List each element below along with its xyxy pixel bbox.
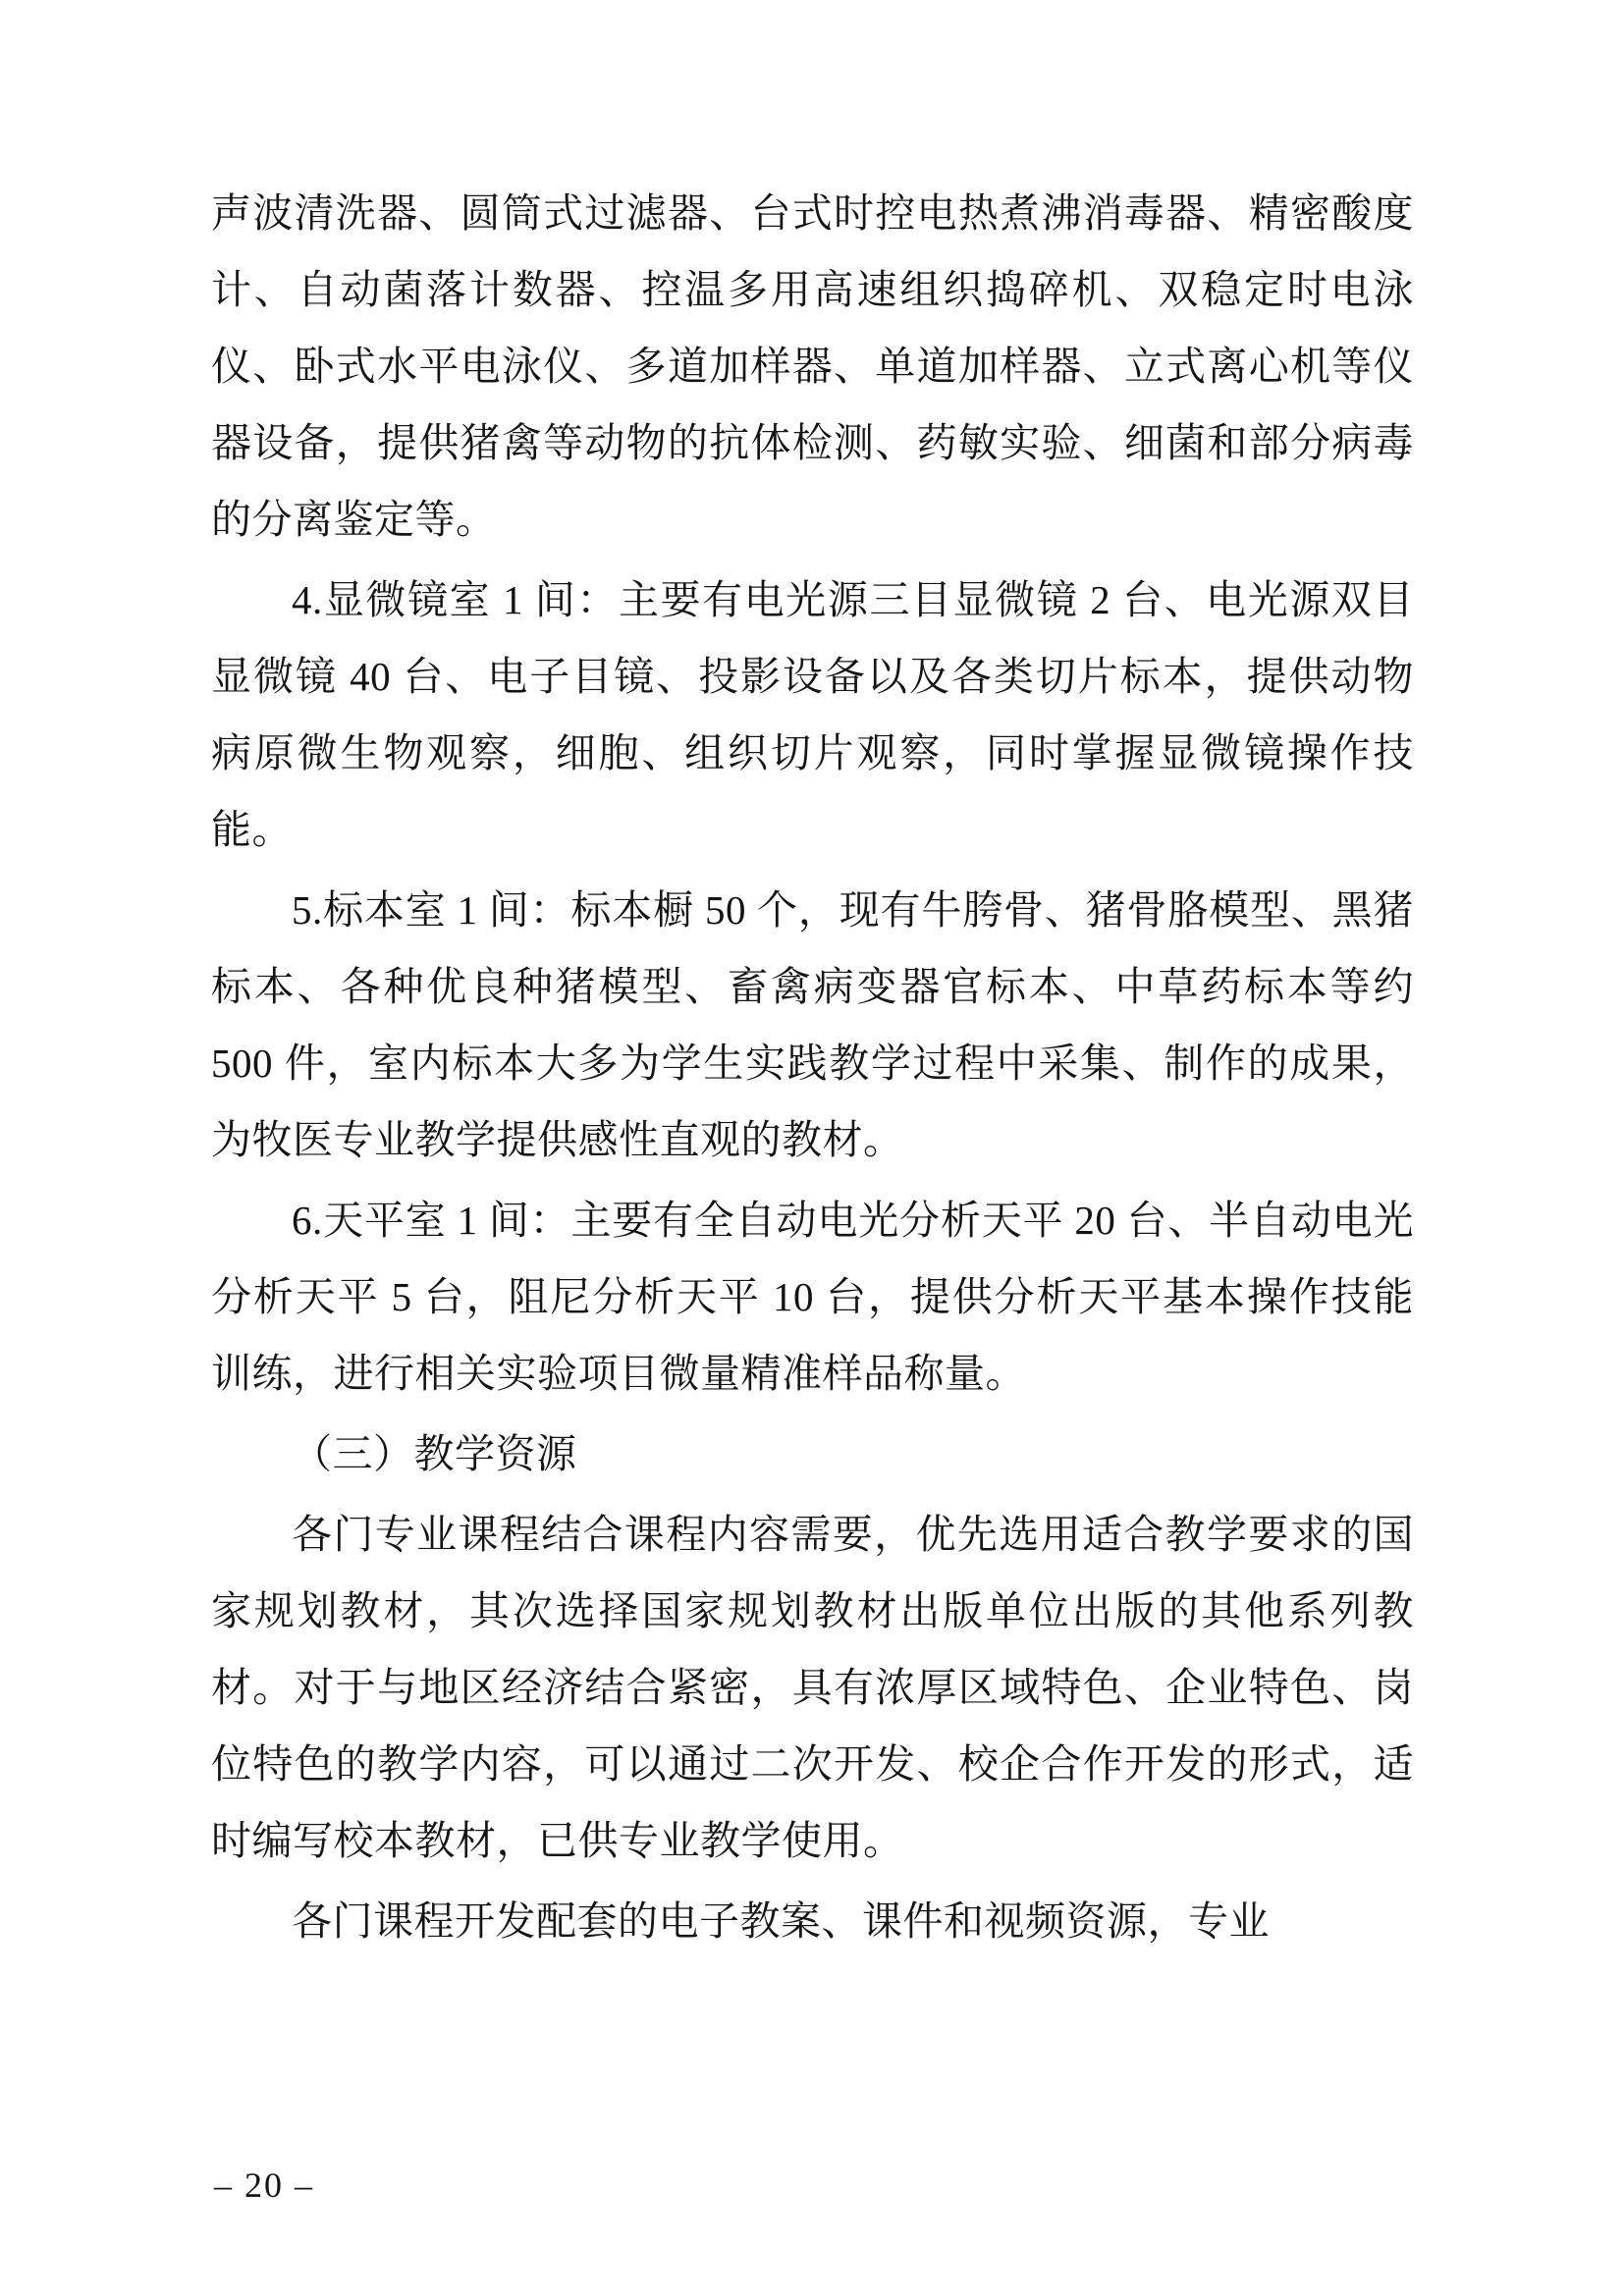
paragraph-item-5-specimen-room: 5.标本室 1 间：标本橱 50 个，现有牛胯骨、猪骨胳模型、黑猪标本、各种优良种猪模型、畜禽病变器官标本、中草药标本等约 500 件，室内标本大多为学生实践教学过程中采集、制作的成果，为牧医专业教学提供感性直观的教材。 — [211, 887, 1414, 1162]
paragraph-digital-resources: 各门课程开发配套的电子教案、课件和视频资源，专业 — [292, 1898, 1270, 1944]
page-body — [211, 175, 1414, 1963]
paragraph-equipment-list: 声波清洗器、圆筒式过滤器、台式时控电热煮沸消毒器、精密酸度计、自动菌落计数器、控温多用高速组织捣碎机、双稳定时电泳仪、卧式水平电泳仪、多道加样器、单道加样器、立式离心机等仪器设备，提供猪禽等动物的抗体检测、药敏实验、细菌和部分病毒的分离鉴定等。 — [211, 190, 1414, 542]
paragraph-item-6-balance-room: 6.天平室 1 间：主要有全自动电光分析天平 20 台、半自动电光分析天平 5 台，阻尼分析天平 10 台，提供分析天平基本操作技能训练，进行相关实验项目微量精准样品称量。 — [211, 1198, 1414, 1396]
heading-section-three: （三）教学资源 — [292, 1431, 577, 1476]
page-number: – 20 – — [214, 2165, 314, 2205]
paragraph-teaching-materials: 各门专业课程结合课程内容需要，优先选用适合教学要求的国家规划教材，其次选择国家规划教材出版单位出版的其他系列教材。对于与地区经济结合紧密，具有浓厚区域特色、企业特色、岗位特色的教学内容，可以通过二次开发、校企合作开发的形式，适时编写校本教材，已供专业教学使用。 — [211, 1512, 1414, 1863]
paragraph-item-4-microscope-room: 4.显微镜室 1 间：主要有电光源三目显微镜 2 台、电光源双目显微镜 40 台、电子目镜、投影设备以及各类切片标本，提供动物病原微生物观察，细胞、组织切片观察，同时掌握显微镜操作技能。 — [211, 577, 1414, 852]
